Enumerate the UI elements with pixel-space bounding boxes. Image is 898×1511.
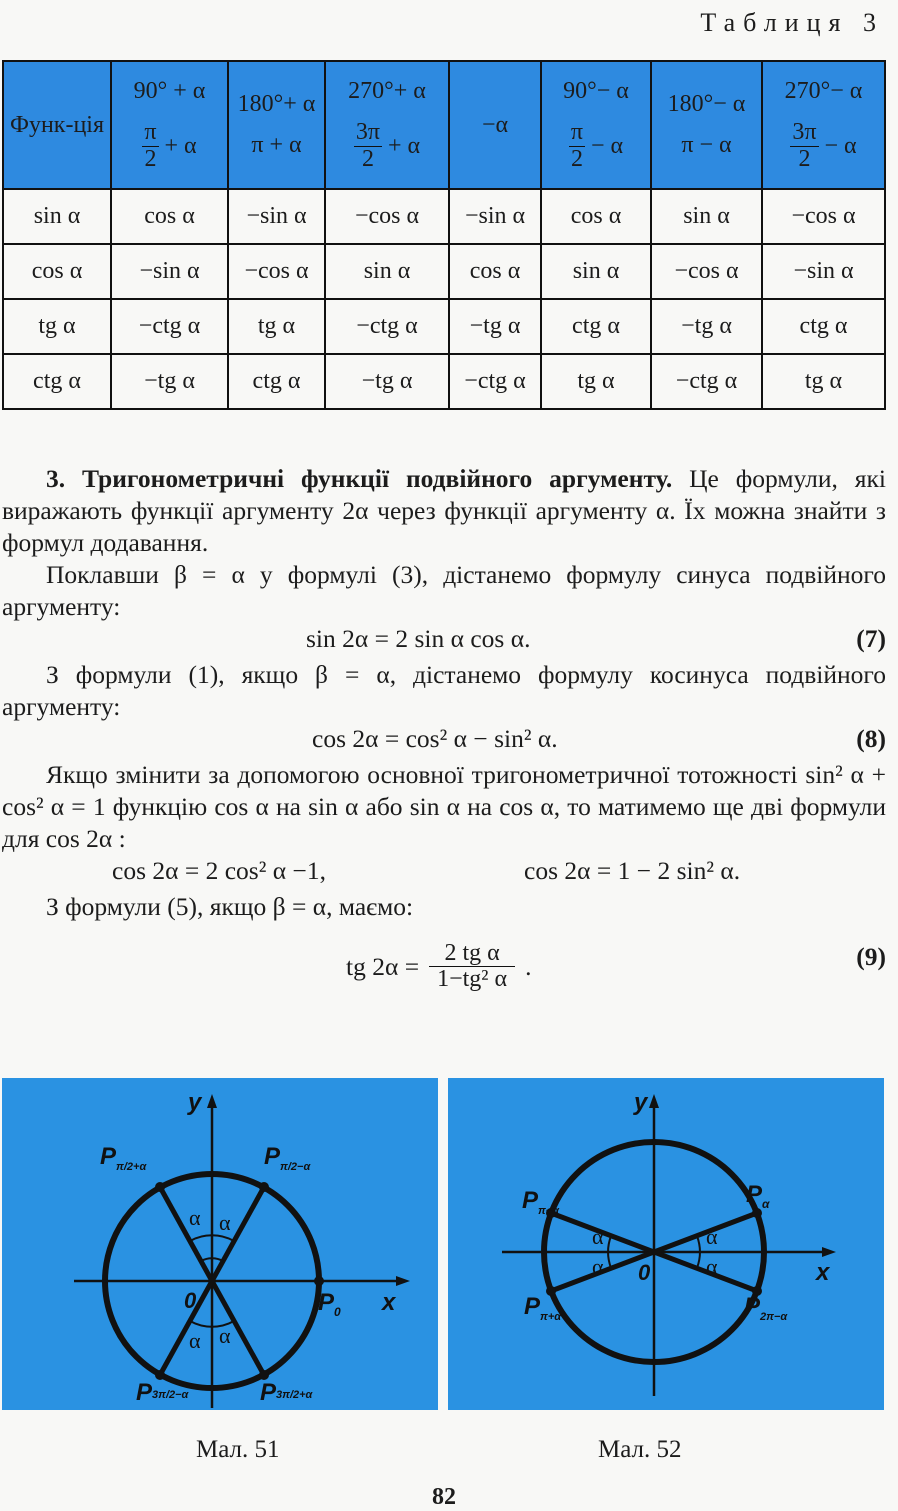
header-text: −α (481, 111, 509, 138)
paragraph-alt: Якщо змінити за допомогою основної тригонометричної тотожності sin² α + cos² α = 1 функцію cos α на sin α або sin α на cos α, то матимемо ще дві формули для cos 2α : (2, 760, 886, 853)
point-subscript: π+α (540, 1311, 562, 1323)
header-tail: + α (388, 132, 421, 159)
reduction-formulas-table (2, 60, 886, 410)
header-degree: 270°− α (784, 78, 863, 105)
point-subscript: π−α (538, 1205, 560, 1217)
formula-number-7: (7) (856, 624, 886, 653)
table-cell: −sin α (449, 189, 541, 244)
point-marker (314, 1276, 324, 1286)
function-cell: cos α (3, 244, 111, 299)
formula-number-9: (9) (856, 942, 886, 971)
formula-9-denominator: 1−tg² α (437, 966, 508, 993)
alpha-label: α (219, 1323, 231, 1348)
frac-den: 2 (798, 145, 811, 172)
fraction (790, 120, 818, 171)
function-cell: tg α (3, 299, 111, 354)
figure-52-caption: Мал. 52 (598, 1436, 682, 1463)
table-body (3, 189, 885, 409)
y-label: y (634, 1089, 648, 1116)
header-90-plus (111, 61, 228, 189)
intro-text: Це формули, які виражають функції аргументу 2α через функції аргументу α. Їх можна знайти з формул додавання. (2, 464, 887, 557)
header-180-minus (651, 61, 762, 189)
header-tail: − α (591, 132, 624, 159)
figure-51-drawing (2, 1078, 438, 1410)
point-subscript: 3π/2−α (152, 1389, 189, 1401)
header-degree: 180°+ α (237, 91, 316, 117)
header-minus-alpha (449, 61, 541, 189)
point-label (264, 1143, 311, 1173)
point-letter: P (744, 1293, 761, 1320)
x-arrow (396, 1276, 410, 1286)
table-cell: ctg α (228, 354, 325, 409)
formula-9-line (2, 923, 886, 993)
table-cell: tg α (762, 354, 885, 409)
table-cell: tg α (228, 299, 325, 354)
table-cell: −tg α (111, 354, 228, 409)
table-cell: −tg α (651, 299, 762, 354)
origin-label: 0 (184, 1288, 197, 1313)
point-letter: P (100, 1143, 117, 1170)
figure-51 (2, 1078, 438, 1410)
header-270-minus (762, 61, 885, 189)
formula-9-left: tg 2α = (346, 951, 420, 981)
table-cell: cos α (111, 189, 228, 244)
frac-den: 2 (361, 145, 374, 172)
table-cell: cos α (449, 244, 541, 299)
table-header-row (3, 61, 885, 189)
function-cell: sin α (3, 189, 111, 244)
point-subscript: α (762, 1197, 770, 1211)
table-cell: −tg α (325, 354, 449, 409)
page-number: 82 (432, 1484, 456, 1510)
formula-7: sin 2α = 2 sin α cos α. (306, 624, 531, 653)
table-cell: sin α (651, 189, 762, 244)
table-cell: −cos α (651, 244, 762, 299)
frac-num: 3π (355, 119, 380, 146)
table-cell: −ctg α (325, 299, 449, 354)
table-row (3, 189, 885, 244)
point-label (100, 1143, 147, 1173)
point-marker (259, 1182, 269, 1192)
formula-9 (346, 941, 531, 992)
point-marker (155, 1370, 165, 1380)
formula-9-fraction (429, 941, 515, 992)
table-cell: −cos α (228, 244, 325, 299)
header-tail: π − α (681, 132, 732, 158)
formula-number-8: (8) (856, 724, 886, 753)
section-intro (2, 463, 886, 559)
table-cell: −cos α (325, 189, 449, 244)
point-label (746, 1181, 770, 1211)
x-arrow (822, 1247, 836, 1257)
header-degree: 90° + α (133, 78, 206, 105)
figure-52 (448, 1078, 884, 1410)
table-cell: ctg α (762, 299, 885, 354)
table-row (3, 299, 885, 354)
x-label: x (816, 1259, 830, 1286)
point-letter: P (318, 1289, 335, 1316)
header-180-plus (228, 61, 325, 189)
table-cell: tg α (541, 354, 651, 409)
frac-num: 3π (792, 119, 817, 146)
frac-den: 2 (570, 145, 583, 172)
table-cell: −sin α (111, 244, 228, 299)
fraction (569, 120, 585, 171)
header-tail: − α (824, 132, 857, 159)
alpha-label: α (706, 1224, 718, 1249)
formula-alt-2: cos 2α = 1 − 2 sin² α. (524, 856, 741, 885)
table-cell: cos α (541, 189, 651, 244)
header-degree: 180°− α (667, 91, 746, 117)
formula-9-numerator: 2 tg α (429, 941, 515, 967)
table-cell: −cos α (762, 189, 885, 244)
point-label (318, 1289, 341, 1319)
header-270-plus (325, 61, 449, 189)
point-subscript: 0 (334, 1305, 341, 1319)
header-text: Функ-ція (9, 111, 104, 138)
point-subscript: π/2+α (116, 1161, 147, 1173)
table-cell: −ctg α (111, 299, 228, 354)
table-cell: sin α (325, 244, 449, 299)
frac-num: π (144, 119, 157, 146)
figure-51-caption: Мал. 51 (196, 1436, 280, 1463)
frac-num: π (570, 119, 583, 146)
point-letter: P (136, 1379, 153, 1406)
alpha-label: α (592, 1224, 604, 1249)
point-letter: P (524, 1293, 541, 1320)
point-letter: P (260, 1379, 277, 1406)
formula-alt-1: cos 2α = 2 cos² α −1, (112, 856, 326, 885)
formula-8: cos 2α = cos² α − sin² α. (312, 724, 558, 753)
header-tail: π + α (251, 132, 302, 158)
paragraph-tg: З формули (5), якщо β = α, маємо: (46, 892, 414, 921)
fraction (354, 120, 382, 171)
y-arrow (649, 1094, 659, 1108)
origin-label: 0 (638, 1260, 651, 1285)
alpha-label: α (219, 1210, 231, 1235)
formula-alt-line (2, 855, 886, 891)
alpha-label: α (592, 1254, 604, 1279)
point-subscript: 3π/2+α (276, 1389, 313, 1401)
y-arrow (207, 1094, 217, 1108)
alpha-label: α (706, 1254, 718, 1279)
table-cell: sin α (541, 244, 651, 299)
function-cell: ctg α (3, 354, 111, 409)
point-letter: P (522, 1187, 539, 1214)
table-label: Таблиця 3 (700, 8, 884, 37)
paragraph-sin: Поклавши β = α у формулі (3), дістанемо формулу синуса подвійного аргументу: (2, 560, 886, 621)
table-cell: −sin α (228, 189, 325, 244)
point-label (260, 1379, 314, 1406)
x-label: x (382, 1289, 396, 1316)
point-subscript: π/2−α (280, 1161, 311, 1173)
header-90-minus (541, 61, 651, 189)
figure-52-drawing (448, 1078, 884, 1410)
frac-den: 2 (144, 145, 157, 172)
fraction (142, 120, 158, 171)
alpha-label: α (189, 1205, 201, 1230)
table-cell: −tg α (449, 299, 541, 354)
table-cell: −ctg α (651, 354, 762, 409)
table-cell: −sin α (762, 244, 885, 299)
paragraph-cos: З формули (1), якщо β = α, дістанемо формулу косинуса подвійного аргументу: (2, 660, 886, 721)
formula-7-line (2, 623, 886, 659)
point-marker (546, 1286, 556, 1296)
text-block (2, 463, 886, 993)
alpha-label: α (189, 1328, 201, 1353)
point-label (744, 1293, 788, 1323)
header-degree: 270°+ α (348, 78, 426, 105)
point-subscript: 2π−α (760, 1311, 788, 1323)
y-label: y (188, 1089, 202, 1116)
section-heading: 3. Тригонометричні функції подвійного аргументу. (46, 464, 673, 493)
header-tail: + α (164, 132, 197, 159)
formula-9-dot: . (525, 951, 532, 981)
point-marker (752, 1208, 762, 1218)
table-cell: −ctg α (449, 354, 541, 409)
point-letter: P (264, 1143, 281, 1170)
point-marker (155, 1182, 165, 1192)
header-function (3, 61, 111, 189)
header-degree: 90°− α (563, 78, 629, 105)
table-row (3, 244, 885, 299)
formula-8-line (2, 723, 886, 759)
table-cell: ctg α (541, 299, 651, 354)
point-letter: P (746, 1181, 763, 1208)
table-row (3, 354, 885, 409)
